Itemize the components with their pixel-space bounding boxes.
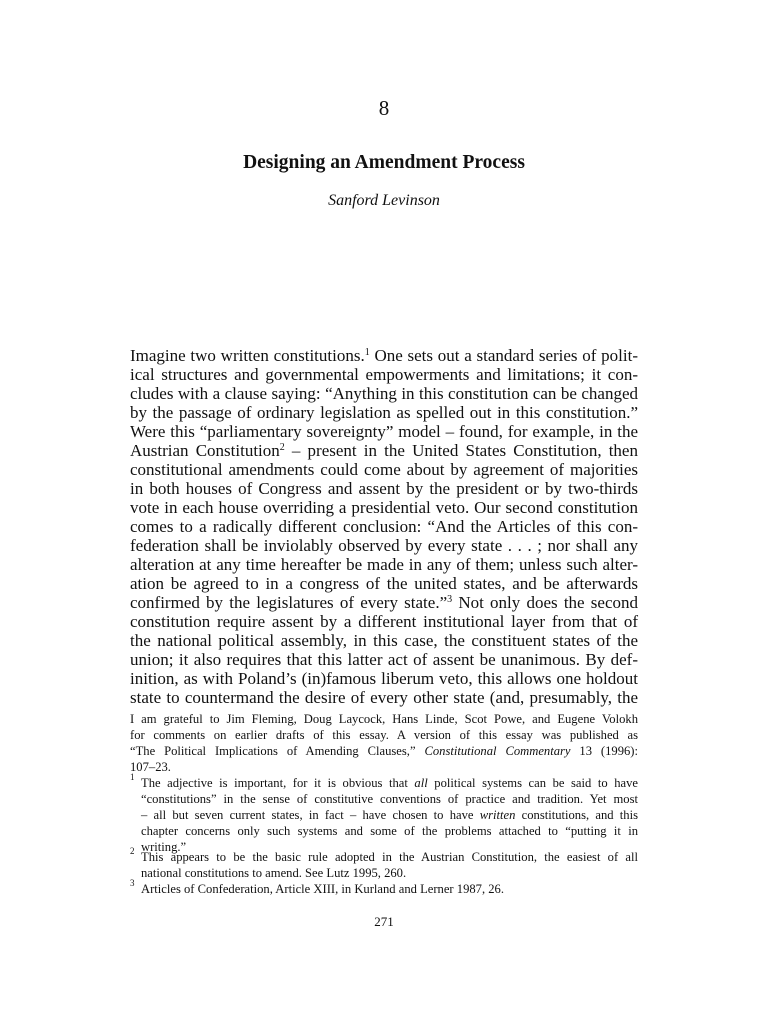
body-line: alteration at any time hereafter be made in any of them; unless such alter- bbox=[130, 555, 638, 574]
body-line: Austrian Constitution$^2$ – present in the United States Constitution, then bbox=[130, 441, 638, 460]
footnote-line: The adjective is important, for it is obvious that all political systems can be said to have bbox=[141, 776, 638, 790]
footnote-line: chapter concerns only such systems and some of the problems attached to “putting it in bbox=[141, 824, 638, 838]
body-line: by the passage of ordinary legislation as spelled out in this constitution.” bbox=[130, 403, 638, 422]
body-line: inition, as with Poland’s (in)famous liberum veto, this allows one holdout bbox=[130, 669, 638, 688]
acknowledgment-line: for comments on earlier drafts of this essay. A version of this essay was published as bbox=[130, 728, 638, 742]
body-line: confirmed by the legislatures of every state.”$^3$ Not only does the second bbox=[130, 593, 638, 612]
footnote-line: – all but seven current states, in fact – have chosen to have written constitutions, and this bbox=[141, 808, 638, 822]
body-line: Imagine two written constitutions.$^1$ One sets out a standard series of polit- bbox=[130, 346, 638, 365]
body-line: constitution require assent by a different institutional layer from that of bbox=[130, 612, 638, 631]
body-line: constitutional amendments could come about by agreement of majorities bbox=[130, 460, 638, 479]
chapter-number: 8 bbox=[378, 96, 390, 120]
body-line: comes to a radically different conclusion: “And the Articles of this con- bbox=[130, 517, 638, 536]
footnote-marker: 3 bbox=[130, 878, 135, 888]
footnote-ref-1: 1 bbox=[364, 347, 370, 358]
body-line: ation be agreed to in a congress of the united states, and be afterwards bbox=[130, 574, 638, 593]
footnote-line: “constitutions” in the sense of constitutive conventions of practice and tradition. Yet most bbox=[141, 792, 638, 806]
footnote-marker: 2 bbox=[130, 846, 135, 856]
footnote-line: This appears to be the basic rule adopted in the Austrian Constitution, the easiest of all bbox=[141, 850, 638, 864]
footnote-line: Articles of Confederation, Article XIII, in Kurland and Lerner 1987, 26. bbox=[141, 882, 505, 896]
body-line: cludes with a clause saying: “Anything in this constitution can be changed bbox=[130, 384, 638, 403]
body-line: in both houses of Congress and assent by the president or by two-thirds bbox=[130, 479, 638, 498]
acknowledgment-line: 107–23. bbox=[130, 760, 171, 774]
page-number: 271 bbox=[374, 914, 394, 929]
body-line: ical structures and governmental empowerments and limitations; it con- bbox=[130, 365, 638, 384]
body-line: federation shall be inviolably observed by every state . . . ; nor shall any bbox=[130, 536, 638, 555]
acknowledgment-line: “The Political Implications of Amending Clauses,” Constitutional Commentary 13 (1996): bbox=[130, 744, 638, 758]
footnote-ref-2: 2 bbox=[279, 442, 285, 453]
footnote-line: national constitutions to amend. See Lutz 1995, 260. bbox=[141, 866, 407, 880]
footnote-line: writing.” bbox=[141, 840, 187, 854]
body-line: the national political assembly, in this case, the constituent states of the bbox=[130, 631, 638, 650]
body-line: union; it also requires that this latter act of assent be unanimous. By def- bbox=[130, 650, 638, 669]
body-line: Were this “parliamentary sovereignty” model – found, for example, in the bbox=[130, 422, 638, 441]
body-line: state to countermand the desire of every other state (and, presumably, the bbox=[130, 688, 638, 707]
chapter-author: Sanford Levinson bbox=[328, 192, 440, 209]
body-line: vote in each house overriding a presidential veto. Our second constitution bbox=[130, 498, 638, 517]
footnote-marker: 1 bbox=[130, 772, 135, 782]
footnote-ref-3: 3 bbox=[447, 594, 453, 605]
acknowledgment-line: I am grateful to Jim Fleming, Doug Laycock, Hans Linde, Scot Powe, and Eugene Volokh bbox=[130, 712, 638, 726]
chapter-title: Designing an Amendment Process bbox=[243, 152, 525, 173]
